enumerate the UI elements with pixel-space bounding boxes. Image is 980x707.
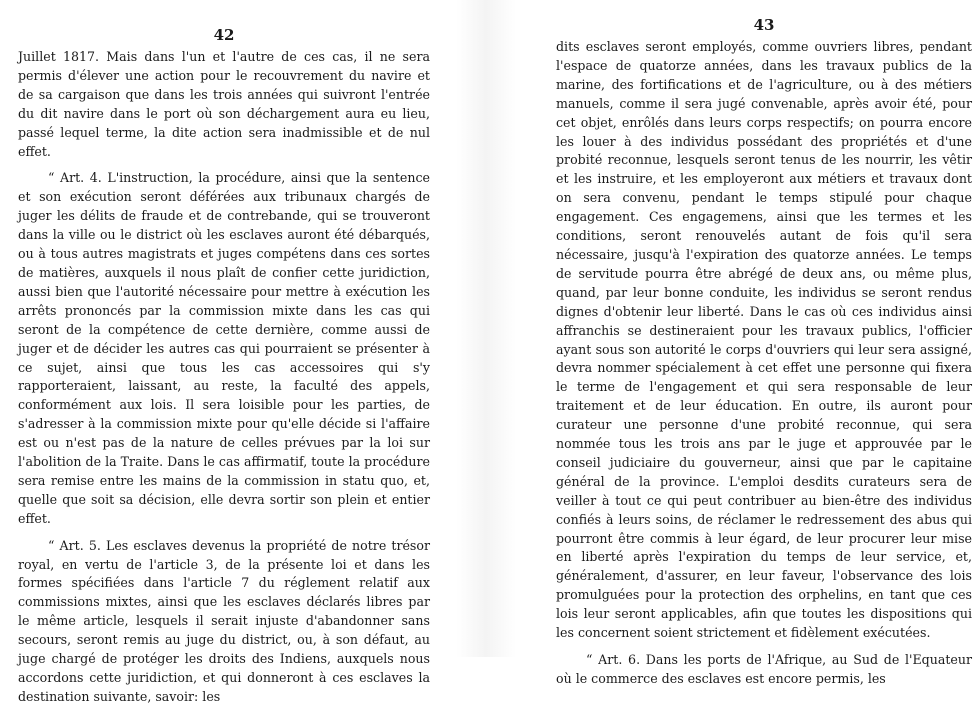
paragraph-continuation: dits esclaves seront employés, comme ouvriers libres, pendant l'espace de quatorze années, dans les travaux publics de la marine, des fortifications et de l'agriculture, ou à des métiers manuels, comme il sera jugé convenable, après avoir été, pour cet objet, enrôlés dans leurs corps respectifs; on pourra encore les louer à des individus possédant des propriétés et d'une probité reconnue, lesquels seront tenus de les nourrir, les vêtir et les instruire, et les employeront aux métiers et travaux dont on sera convenu, pendant le temps stipulé pour chaque engagement. Ces engagemens, ainsi que les termes et les conditions, seront renouvelés autant de fois qu'il sera nécessaire, jusqu'à l'expiration des quatorze années. Le temps de servitude pourra être abrégé de deux ans, ou même plus, quand, par leur bonne conduite, les individus se seront rendus dignes d'obtenir leur liberté. Dans le cas où ces individus ainsi affranchis se destineraient pour les travaux publics, l'officier ayant sous son autorité le corps d'ouvriers qui leur sera assigné, devra nommer spécialement à cet effet une personne qui fixera le terme de l'engagement et qui sera responsable de leur traitement et de leur éducation. En outre, ils auront pour curateur une personne d'une probité reconnue, qui sera nommée tous les trois ans par le juge et approuvée par le conseil judiciaire du gouverneur, ainsi que par le capitaine général de la province. L'emploi desdits curateurs sera de veiller à tout ce qui peut contribuer au bien-être des individus confiés à leurs soins, de réclamer le redressement des abus qui pourront être commis à leur égard, de leur procurer leur mise en liberté après l'expiration du temps de leur service, et, généralement, d'assurer, en leur faveur, l'observance des lois promulguées pour la protection des orphelins, en tant que ces lois leur seront applicables, afin que toutes les dispositions qui les concernent soient strictement et fidèlement exécutées.	[556, 39, 972, 641]
book-gutter	[456, 0, 516, 657]
paragraph-article-4: “ Art. 4. L'instruction, la procédure, ainsi que la sentence et son exécution seront déférées aux tribunaux chargés de juger les délits de fraude et de contrebande, qui se trouveront dans la ville ou le district où les esclaves auront été débarqués, ou à tous autres magistrats et juges compétens dans ces sortes de matières, auxquels il nous plaît de confier cette juridiction, aussi bien que l'autorité nécessaire pour mettre à exécution les arrêts prononcés par la commission mixte dans les cas qui seront de la compétence de cette dernière, comme aussi de juger et de décider les autres cas qui pourraient se présenter à ce sujet, ainsi que tous les cas accessoires qui s'y rapporteraient, laissant, au reste, la faculté des appels, conformément aux lois. Il sera loisible pour les parties, de s'adresser à la commission mixte pour qu'elle décide si l'affaire est ou n'est pas de la nature de celles prévues par la loi sur l'abolition de la Traite. Dans le cas affirmatif, toute la procédure sera remise entre les mains de la commission in statu quo, et, quelle que soit sa décision, elle devra sortir son plein et entier effet.	[18, 170, 430, 526]
paragraph-article-6: “ Art. 6. Dans les ports de l'Afrique, au Sud de l'Equateur où le commerce des esclaves est encore permis, les	[556, 652, 972, 686]
paragraph-article-5: “ Art. 5. Les esclaves devenus la propriété de notre trésor royal, en vertu de l'article 3, de la présente loi et dans les formes spécifiées dans l'article 7 du réglement relatif aux commissions mixtes, ainsi que les esclaves déclarés libres par le même article, lesquels il serait injuste d'abandonner sans secours, seront remis au juge du district, ou, à son défaut, au juge chargé de protéger les droits des Indiens, auxquels nous accordons cette juridiction, et qui donneront à ces esclaves la destination suivante, savoir: les	[18, 537, 430, 704]
right-page	[538, 0, 980, 689]
left-page	[0, 0, 440, 707]
page-number: 43	[753, 16, 775, 34]
page-number: 42	[213, 26, 235, 44]
paragraph-continuation: Juillet 1817. Mais dans l'un et l'autre de ces cas, il ne sera permis d'élever une action pour le recouvrement du navire et de sa cargaison que dans les trois années qui suivront l'entrée du dit navire dans le port où son déchargement aura eu lieu, passé lequel terme, la dite action sera inadmissible et de nul effet.	[18, 49, 430, 159]
